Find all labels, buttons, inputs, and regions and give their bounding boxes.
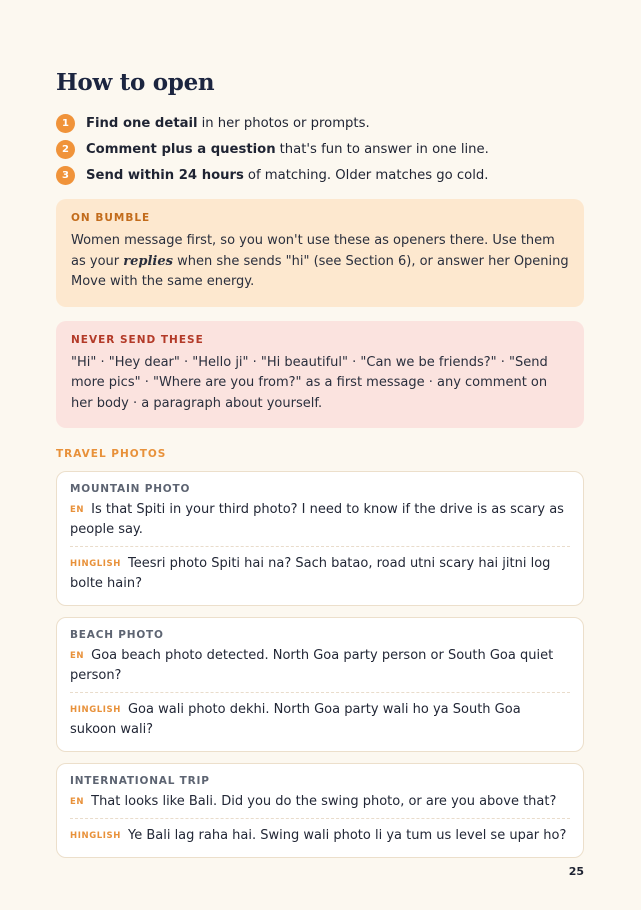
- hinglish-tag: HINGLISH: [70, 705, 121, 715]
- english-line: [70, 644, 570, 692]
- english-text: Goa beach photo detected. North Goa party person or South Goa quiet person?: [70, 648, 554, 683]
- hinglish-line: [70, 546, 570, 595]
- hinglish-tag: HINGLISH: [70, 831, 121, 841]
- step-bold-text: Send within 24 hours: [86, 167, 244, 183]
- step-number-badge: 3: [56, 166, 75, 185]
- step-text: in her photos or prompts.: [201, 115, 370, 131]
- step-bold-text: Find one detail: [86, 115, 198, 131]
- hinglish-line: [70, 818, 570, 847]
- never-send-callout: [56, 321, 584, 429]
- step-item: [56, 110, 584, 136]
- opener-card: [56, 763, 584, 858]
- en-tag: EN: [70, 651, 85, 661]
- card-title: BEACH PHOTO: [70, 629, 164, 641]
- en-tag: EN: [70, 797, 85, 807]
- bumble-callout: [56, 199, 584, 307]
- step-item: [56, 162, 584, 188]
- step-number-badge: 1: [56, 114, 75, 133]
- page-content: [56, 68, 584, 858]
- step-text: that's fun to answer in one line.: [279, 141, 489, 157]
- hinglish-line: [70, 692, 570, 741]
- step-item: [56, 136, 584, 162]
- section-label: TRAVEL PHOTOS: [56, 448, 167, 460]
- english-text: That looks like Bali. Did you do the swing photo, or are you above that?: [91, 794, 557, 809]
- card-title: MOUNTAIN PHOTO: [70, 483, 191, 495]
- bumble-callout-body: [71, 231, 569, 293]
- hinglish-text: Teesri photo Spiti hai na? Sach batao, road utni scary hai jitni log bolte hain?: [70, 556, 551, 591]
- card-title: INTERNATIONAL TRIP: [70, 775, 210, 787]
- never-send-title: NEVER SEND THESE: [71, 333, 204, 346]
- bumble-text-after: when she sends "hi" (see Section 6), or answer her Opening Move with the same energy.: [71, 253, 569, 289]
- english-line: [70, 790, 570, 818]
- opener-card: [56, 471, 584, 606]
- page-title: How to open: [56, 69, 215, 96]
- bumble-emphasis: replies: [123, 253, 173, 269]
- step-text: of matching. Older matches go cold.: [247, 167, 489, 183]
- hinglish-text: Ye Bali lag raha hai. Swing wali photo li ya tum us level se upar ho?: [127, 828, 567, 843]
- page-number: 25: [568, 865, 584, 878]
- bumble-callout-title: ON BUMBLE: [71, 212, 151, 224]
- step-bold-text: Comment plus a question: [86, 141, 276, 157]
- en-tag: EN: [70, 505, 85, 515]
- step-number-badge: 2: [56, 140, 75, 159]
- hinglish-tag: HINGLISH: [70, 559, 121, 569]
- hinglish-text: Goa wali photo dekhi. North Goa party wali ho ya South Goa sukoon wali?: [70, 702, 521, 737]
- bumble-text-before: Women message first, so you won't use these as openers there. Use them as your: [71, 233, 555, 269]
- opener-card: [56, 617, 584, 752]
- steps-list: [56, 110, 584, 188]
- never-send-body: "Hi" · "Hey dear" · "Hello ji" · "Hi beautiful" · "Can we be friends?" · "Send more pics" · "Where are you from?" as a first message · any comment on her body · a paragraph about yourself.: [71, 354, 548, 411]
- english-text: Is that Spiti in your third photo? I need to know if the drive is as scary as people say.: [70, 502, 564, 537]
- english-line: [70, 498, 570, 546]
